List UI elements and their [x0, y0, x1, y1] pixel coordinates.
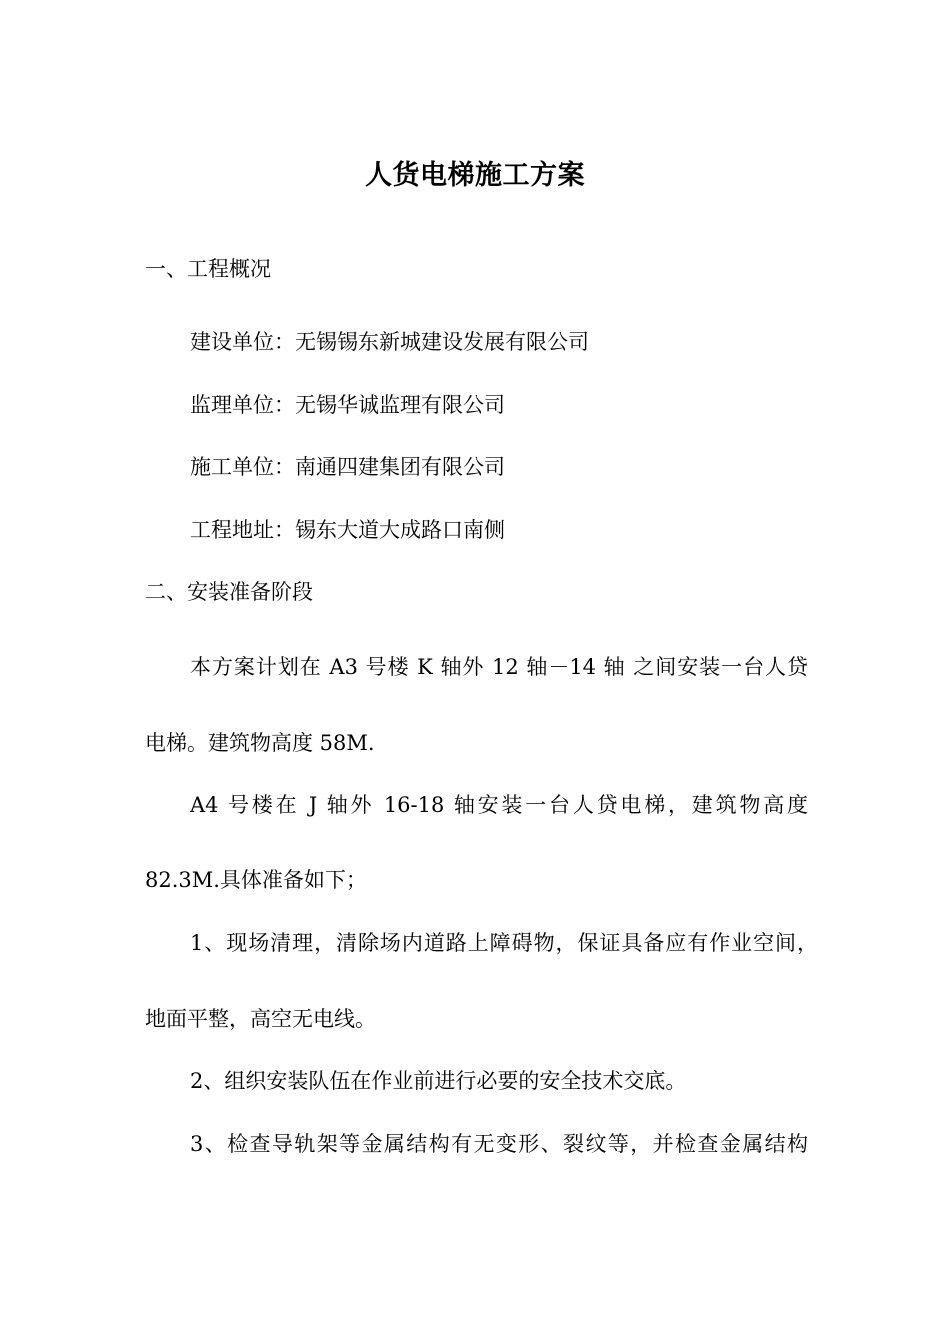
info-line-owner: 建设单位：无锡锡东新城建设发展有限公司: [190, 330, 589, 354]
section-heading-overview: 一、工程概况: [145, 257, 271, 281]
paragraph-a4-line2: 82.3M.具体准备如下；: [145, 868, 367, 892]
list-item-1-line1: 1、现场清理，清除场内道路上障碍物，保证具备应有作业空间，: [190, 931, 818, 955]
info-line-address: 工程地址：锡东大道大成路口南侧: [190, 518, 505, 542]
document-title: 人货电梯施工方案: [365, 160, 585, 191]
paragraph-a3-line1: 本方案计划在 A3 号楼 K 轴外 12 轴－14 轴 之间安装一台人贷: [190, 655, 808, 679]
info-line-contractor: 施工单位：南通四建集团有限公司: [190, 455, 505, 479]
list-item-2: 2、组织安装队伍在作业前进行必要的安全技术交底。: [190, 1069, 687, 1093]
list-item-1-line2: 地面平整，高空无电线。: [145, 1007, 376, 1031]
list-item-3-line1: 3、检查导轨架等金属结构有无变形、裂纹等，并检查金属结构: [190, 1132, 808, 1156]
paragraph-a4-line1: A4 号楼在 J 轴外 16-18 轴安装一台人贷电梯，建筑物高度: [190, 793, 808, 817]
info-line-supervisor: 监理单位：无锡华诚监理有限公司: [190, 393, 505, 417]
section-heading-preparation: 二、安装准备阶段: [145, 580, 313, 604]
paragraph-a3-line2: 电梯。建筑物高度 58M.: [145, 731, 375, 755]
